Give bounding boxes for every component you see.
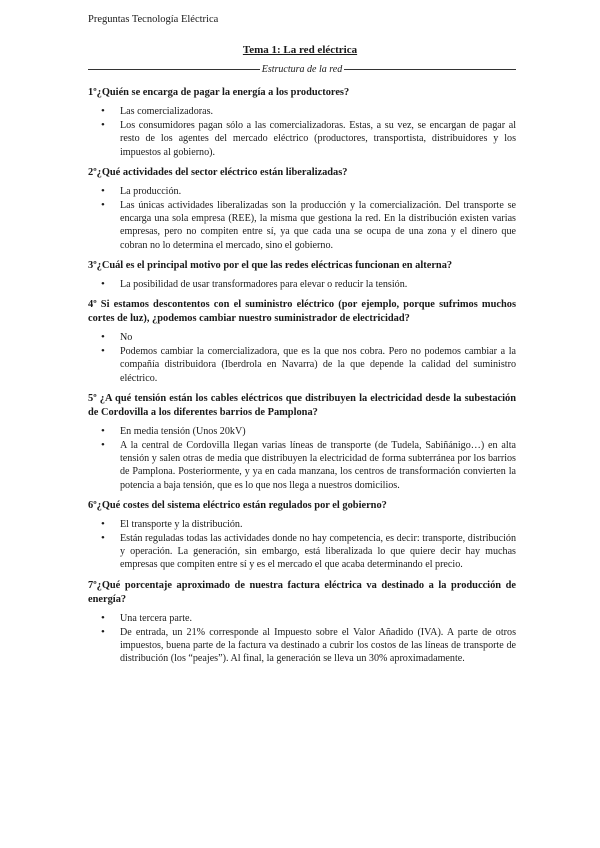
answer-item: • Los consumidores pagan sólo a las comercializadoras. Estas, a su vez, se encargan de pagar al resto de los agentes del mercado eléctrico (productores, transportista, distribuidores y los impuestos al gobierno). xyxy=(120,119,516,159)
question-block xyxy=(88,259,516,291)
divider-line-left xyxy=(88,69,260,70)
answer-item: • Las únicas actividades liberalizadas son la producción y la comercialización. Del transporte se encarga una sola empresa (REE), la misma que gestiona la red. En la distribución existen varias empresas, pero no compiten entre sí, ya que cada una se ocupa de una zona y el dinero que cobran no lo determina el mercado, sino el gobierno. xyxy=(120,199,516,252)
question-heading: 5º ¿A qué tensión están los cables eléctricos que distribuyen la electricidad desde la subestación de Cordovilla a los diferentes barrios de Pamplona? xyxy=(88,392,516,418)
answer-list xyxy=(88,518,516,572)
question-heading: 2º¿Qué actividades del sector eléctrico están liberalizadas? xyxy=(88,166,348,178)
question-heading: 6º¿Qué costes del sistema eléctrico están regulados por el gobierno? xyxy=(88,499,387,511)
question-block xyxy=(88,166,516,252)
answer-list xyxy=(88,612,516,666)
answer-list xyxy=(88,331,516,385)
answer-item: • La posibilidad de usar transformadores para elevar o reducir la tensión. xyxy=(120,278,516,291)
divider-line-right xyxy=(344,69,516,70)
question-block xyxy=(88,499,516,572)
answer-item: • En media tensión (Unos 20kV) xyxy=(120,425,516,438)
answer-item: • Las comercializadoras. xyxy=(120,105,516,118)
answer-item: • A la central de Cordovilla llegan varias líneas de transporte (de Tudela, Sabiñánigo…) en alta tensión y salen otras de media que distribuyen la electricidad de forma subterránea por los barrios de Pamplona. Posteriormente, y ya en cada manzana, los centros de transformación convierten la potencia a baja tensión, que es lo que nos llega a nuestros domicilios. xyxy=(120,439,516,492)
answer-list xyxy=(88,425,516,492)
section-label: Estructura de la red xyxy=(261,64,343,75)
answer-item: • Podemos cambiar la comercializadora, que es la que nos cobra. Pero no podemos cambiar a la compañía distribuidora (Iberdrola en Navarra) de la que depende la calidad del suministro eléctrico. xyxy=(120,345,516,385)
answer-list xyxy=(88,278,516,291)
answer-list xyxy=(88,105,516,159)
answer-item: • El transporte y la distribución. xyxy=(120,518,516,531)
answer-item: • Están reguladas todas las actividades donde no hay competencia, es decir: transporte, distribución y operación. La generación, sin embargo, está liberalizada lo que quiere decir hay muchas empresas que compiten entre sí y es el mercado el que acaba determinando el precio. xyxy=(120,532,516,572)
question-block xyxy=(88,392,516,492)
question-block xyxy=(88,86,516,159)
answer-list xyxy=(88,185,516,252)
question-heading: 3º¿Cuál es el principal motivo por el que las redes eléctricas funcionan en alterna? xyxy=(88,259,453,271)
question-block xyxy=(88,298,516,385)
question-heading: 7º¿Qué porcentaje aproximado de nuestra factura eléctrica va destinado a la producción de energía? xyxy=(88,579,516,605)
questions-list xyxy=(88,86,516,672)
answer-item: • Una tercera parte. xyxy=(120,612,516,625)
answer-item: • No xyxy=(120,331,516,344)
section-divider xyxy=(88,64,516,75)
question-heading: 1º¿Quién se encarga de pagar la energía a los productores? xyxy=(88,87,350,98)
question-block xyxy=(88,579,516,666)
answer-item: • De entrada, un 21% corresponde al Impuesto sobre el Valor Añadido (IVA). A parte de otros impuestos, buena parte de la factura va destinado a cubrir los costos de las líneas de transporte de distribución (los “peajes”). Al final, la generación se lleva un 30% aproximadamente. xyxy=(120,626,516,666)
question-heading: 4º Si estamos descontentos con el suministro eléctrico (por ejemplo, porque sufrimos muchos cortes de luz), ¿podemos cambiar nuestro suministrador de electricidad? xyxy=(88,299,516,325)
document-title: Tema 1: La red eléctrica xyxy=(242,44,358,56)
running-header: Preguntas Tecnología Eléctrica xyxy=(88,14,219,25)
answer-item: • La producción. xyxy=(120,185,516,198)
